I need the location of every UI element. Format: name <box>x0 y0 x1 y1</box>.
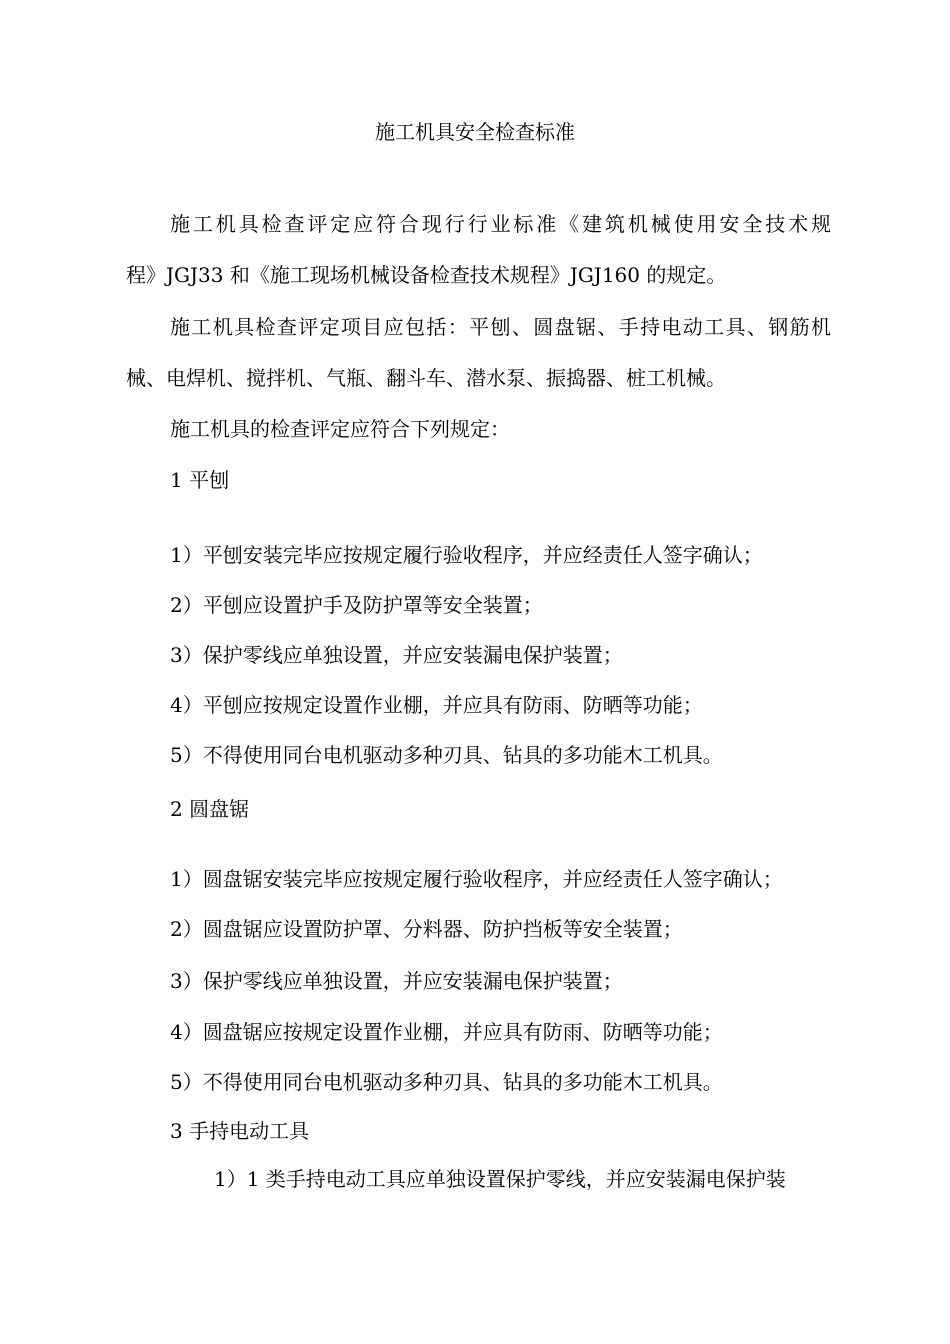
list-item: 5）不得使用同台电机驱动多种刃具、钻具的多功能木工机具。 <box>170 1070 723 1094</box>
document-title: 施工机具安全检查标准 <box>375 120 575 144</box>
intro-paragraph-2-line-2: 械、电焊机、搅拌机、气瓶、翻斗车、潜水泵、振捣器、桩工机械。 <box>126 366 726 390</box>
intro-paragraph-3: 施工机具的检查评定应符合下列规定： <box>170 417 510 441</box>
list-item: 5）不得使用同台电机驱动多种刃具、钻具的多功能木工机具。 <box>170 743 723 767</box>
section-heading-circular-saw: 2 圆盘锯 <box>170 797 250 821</box>
list-item: 3）保护零线应单独设置，并应安装漏电保护装置； <box>170 969 623 993</box>
list-item: 3）保护零线应单独设置，并应安装漏电保护装置； <box>170 643 623 667</box>
intro-paragraph-1 <box>126 210 831 238</box>
intro-paragraph-1-line-2: 程》JGJ33 和《施工现场机械设备检查技术规程》JGJ160 的规定。 <box>126 263 727 287</box>
section-heading-planer: 1 平刨 <box>170 468 230 492</box>
intro-paragraph-1-line-1: 施工机具检查评定应符合现行行业标准《建筑机械使用安全技术规 <box>170 212 831 236</box>
list-item: 2）平刨应设置护手及防护罩等安全装置； <box>170 593 543 617</box>
list-item: 1）1 类手持电动工具应单独设置保护零线，并应安装漏电保护装 <box>214 1167 786 1191</box>
intro-paragraph-2 <box>126 313 831 341</box>
section-heading-hand-tools: 3 手持电动工具 <box>170 1119 310 1143</box>
list-item: 2）圆盘锯应设置防护罩、分料器、防护挡板等安全装置； <box>170 917 683 941</box>
list-item: 4）平刨应按规定设置作业棚，并应具有防雨、防晒等功能； <box>170 693 703 717</box>
list-item: 1）平刨安装完毕应按规定履行验收程序，并应经责任人签字确认； <box>170 543 763 567</box>
intro-paragraph-2-line-1: 施工机具检查评定项目应包括：平刨、圆盘锯、手持电动工具、钢筋机 <box>170 315 831 339</box>
list-item: 1）圆盘锯安装完毕应按规定履行验收程序，并应经责任人签字确认； <box>170 867 783 891</box>
list-item: 4）圆盘锯应按规定设置作业棚，并应具有防雨、防晒等功能； <box>170 1020 723 1044</box>
